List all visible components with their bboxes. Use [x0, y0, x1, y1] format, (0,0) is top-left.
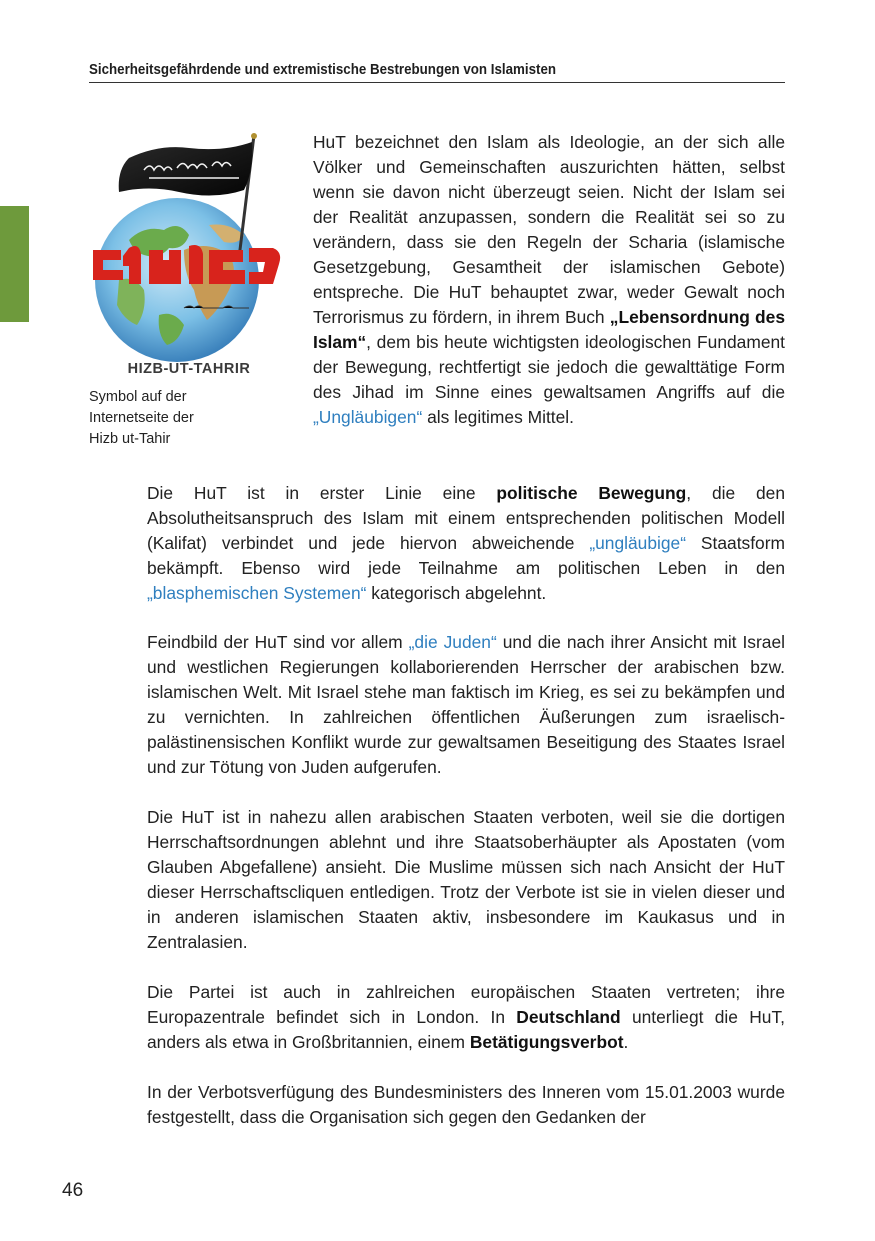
text-run: .	[623, 1032, 629, 1052]
text-run: Staatsform bekämpft. Ebenso wird jede Teilnahme am politischen Leben in den	[147, 533, 786, 578]
caption-line: Hizb ut-Tahir	[89, 431, 171, 447]
text-run: kategorisch abgelehnt.	[366, 583, 547, 603]
paragraph	[147, 481, 785, 606]
paragraph	[147, 805, 785, 955]
quoted-term: „blasphemischen Systemen“	[147, 583, 367, 603]
header-rule	[89, 82, 785, 83]
running-header: Sicherheitsgefährdende und extremistische Bestrebungen von Islamisten	[89, 62, 557, 78]
text-run: In der Verbotsverfügung des Bundesministers des Inneren vom 15.01.2003 wurde festgestellt, dass die Organisation sich gegen den Gedanken der	[147, 1082, 785, 1127]
quoted-term: „ungläubige“	[589, 533, 687, 553]
caption-line: Internetseite der	[89, 410, 194, 426]
text-run: unterliegt die HuT, anders als etwa in Großbritannien, einem	[147, 1007, 785, 1052]
text-run: und die nach ihrer Ansicht mit Israel und westlichen Regierungen kollaborierenden Herrscher der arabischen bzw. islamischen Welt. Mit Israel stehe man faktisch im Krieg, es sei zu bekämpfen und zu vernichten. In zahlreichen öffentlichen Äußerungen zum israelisch-palästinensischen Konflikt wurde zur gewaltsamen Beseitigung des Staates Israel und zur Tötung von Juden aufgerufen.	[147, 632, 786, 777]
emphasis-text: Betätigungsverbot	[469, 1032, 624, 1052]
emphasis-text: politische Bewegung	[496, 483, 687, 503]
quoted-term: „Ungläubigen“	[313, 407, 423, 427]
text-run: als legitimes Mittel.	[422, 407, 574, 427]
logo-name-text: HIZB-UT-TAHRIR	[127, 361, 251, 377]
text-run: , dem bis heute wichtigsten ideologischen Fundament der Bewegung, rechtfertigt sie jedoch die gewalttätige Form des Jihad im Sinne eines gewaltsamen Angriffs auf die	[313, 332, 785, 402]
text-run: Die HuT ist in erster Linie eine	[147, 483, 497, 503]
quoted-term: „die Juden“	[408, 632, 497, 652]
text-run: , die den Absolutheitsanspruch des Islam mit einem entsprechenden politischen Modell (Kalifat) verbindet und jede hiervon abweichende	[147, 483, 785, 553]
paragraph	[147, 980, 785, 1055]
paragraph	[147, 630, 785, 780]
text-run: Feindbild der HuT sind vor allem	[147, 632, 409, 652]
paragraph	[313, 130, 785, 430]
caption-line: Symbol auf der	[89, 389, 187, 405]
chapter-marker	[0, 206, 29, 322]
text-run: Die HuT ist in nahezu allen arabischen Staaten verboten, weil sie die dortigen Herrschaftsordnungen ablehnt und ihre Staatsoberhäupter als Apostaten (vom Glauben Abgefallene) ansieht. Die Muslime müssen sich nach Ansicht der HuT dieser Herrschaftscliquen entledigen. Trotz der Verbote ist sie in vielen dieser und in anderen islamischen Staaten aktiv, insbesondere im Kaukasus und in Zentralasien.	[147, 807, 785, 952]
text-run: HuT bezeichnet den Islam als Ideologie, an der sich alle Völker und Gemeinschaften auszurichten hätten, selbst wenn sie davon nicht überzeugt seien. Nicht der Islam sei der Realität anzupassen, sondern die Realität sei so zu verändern, dass sie den Regeln der Scharia (islamische Gesetzgebung, Gesamtheit der islamischen Gebote) entspreche. Die HuT behauptet zwar, weder Gewalt noch Terrorismus zu fördern, in ihrem Buch	[313, 132, 785, 327]
page-number: 46	[62, 1180, 84, 1201]
paragraph	[147, 1080, 785, 1130]
emphasis-text: Deutschland	[516, 1007, 621, 1027]
logo-graphic	[89, 130, 289, 380]
text-run: Die Partei ist auch in zahlreichen europäischen Staaten vertreten; ihre Europazentrale befindet sich in London. In	[147, 982, 785, 1027]
hizb-ut-tahrir-logo	[89, 130, 289, 380]
emphasis-text: „Lebensordnung des Islam“	[313, 307, 785, 352]
figure-caption	[89, 387, 289, 450]
